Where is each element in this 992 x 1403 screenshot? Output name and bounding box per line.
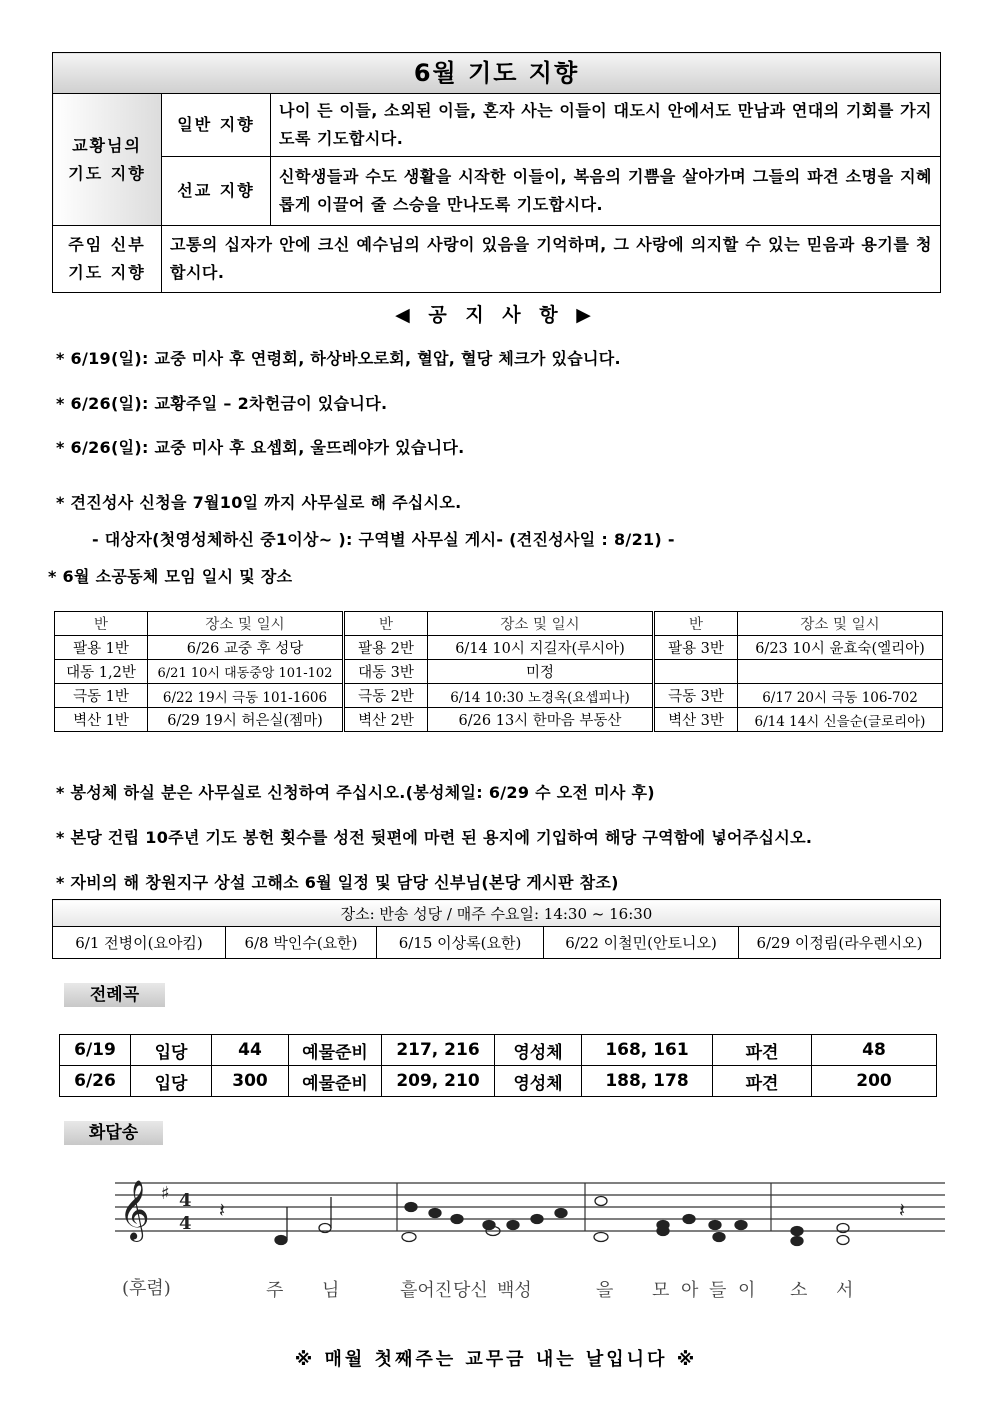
table-cell: 217, 216 (382, 1035, 495, 1066)
table-cell: 168, 161 (582, 1035, 713, 1066)
confession-schedule-table (52, 899, 941, 959)
liturgical-songs-tag: 전례곡 (64, 983, 165, 1007)
notice-item: * 6월 소공동체 모임 일시 및 장소 (48, 567, 293, 586)
table-cell: 6/14 10시 지길자(루시아) (428, 636, 654, 660)
svg-text:𝄽: 𝄽 (219, 1198, 226, 1222)
lyric-syllable: 백성 (497, 1280, 532, 1301)
table-cell: 48 (812, 1035, 937, 1066)
table-cell: 미정 (428, 660, 654, 684)
table-row (55, 684, 943, 708)
table-cell: 입당 (131, 1066, 212, 1097)
footer-note: ※ 매월 첫째주는 교무금 내는 날입니다 ※ (294, 1349, 698, 1370)
table-cell: 6/26 13시 한마음 부동산 (428, 708, 654, 732)
confession-header: 장소: 반송 성당 / 매주 수요일: 14:30 ~ 16:30 (53, 900, 941, 927)
table-cell: 300 (212, 1066, 289, 1097)
lyric-syllable: 주 (266, 1280, 284, 1301)
table-cell: 팔용 3반 (654, 636, 738, 660)
refrain-label: (후렴) (122, 1278, 171, 1299)
lyric-syllable: 이 (738, 1280, 756, 1301)
table-cell: 6/17 20시 극동 106-702 (738, 684, 943, 708)
notice-item: * 6/19(일): 교중 미사 후 연령회, 하상바오로회, 혈압, 혈당 체크가 있습니다. (56, 349, 621, 368)
table-cell: 벽산 3반 (654, 708, 738, 732)
small-community-table (54, 611, 943, 732)
svg-text:𝄞: 𝄞 (119, 1180, 150, 1240)
table-cell: 44 (212, 1035, 289, 1066)
table-cell: 예물준비 (289, 1035, 382, 1066)
table-cell: 극동 1반 (55, 684, 148, 708)
table-cell: 6/29 19시 허은실(젬마) (148, 708, 344, 732)
music-staff (115, 1165, 950, 1275)
table-cell: 벽산 2반 (344, 708, 428, 732)
notice-item: * 6/26(일): 교황주일 – 2차헌금이 있습니다. (56, 394, 388, 413)
mission-intention-text: 신학생들과 수도 생활을 시작한 이들이, 복음의 기쁨을 살아가며 그들의 파견 소명을 지혜롭게 이끌어 줄 스승을 만나도록 기도합시다. (271, 157, 941, 226)
table-header: 반 (654, 612, 738, 636)
pastor-intention-label: 주임 신부 기도 지향 (53, 226, 162, 293)
table-cell: 팔용 1반 (55, 636, 148, 660)
lyric-syllable: 님 (322, 1280, 340, 1301)
general-intention-label: 일반 지향 (162, 94, 271, 157)
lyric-syllable: 을 (596, 1280, 614, 1301)
table-cell: 대동 1,2반 (55, 660, 148, 684)
table-cell: 6/1 전병이(요아킴) (53, 927, 226, 959)
table-header: 장소 및 일시 (738, 612, 943, 636)
svg-text:4: 4 (179, 1190, 192, 1211)
table-cell: 209, 210 (382, 1066, 495, 1097)
table-cell: 6/21 10시 대동중앙 101-102 (148, 660, 344, 684)
table-header: 장소 및 일시 (428, 612, 654, 636)
pastor-intention-text: 고통의 십자가 안에 크신 예수님의 사랑이 있음을 기억하며, 그 사랑에 의지할 수 있는 믿음과 용기를 청합시다. (162, 226, 941, 293)
table-cell: 6/19 (60, 1035, 131, 1066)
table-cell: 파견 (713, 1066, 812, 1097)
general-intention-text: 나이 든 이들, 소외된 이들, 혼자 사는 이들이 대도시 안에서도 만남과 연대의 기회를 가지도록 기도합시다. (271, 94, 941, 157)
hymn-table (59, 1034, 937, 1097)
lyric-syllable: 모 (652, 1280, 670, 1301)
table-cell: 극동 2반 (344, 684, 428, 708)
table-cell: 벽산 1반 (55, 708, 148, 732)
svg-text:4: 4 (179, 1213, 192, 1234)
table-cell: 입당 (131, 1035, 212, 1066)
notice-item: * 봉성체 하실 분은 사무실로 신청하여 주십시오.(봉성체일: 6/29 수 오전 미사 후) (56, 783, 655, 802)
table-cell: 6/15 이상록(요한) (377, 927, 544, 959)
pope-intention-label: 교황님의 기도 지향 (53, 94, 162, 226)
responsorial-psalm-tag: 화답송 (64, 1121, 163, 1145)
lyric-syllable: 당신 (453, 1280, 488, 1301)
table-cell: 대동 3반 (344, 660, 428, 684)
table-cell: 6/22 19시 극동 101-1606 (148, 684, 344, 708)
table-row (55, 660, 943, 684)
table-cell: 188, 178 (582, 1066, 713, 1097)
table-row (60, 1066, 937, 1097)
svg-text:♯: ♯ (161, 1183, 170, 1204)
notice-item: * 6/26(일): 교중 미사 후 요셉회, 울뜨레야가 있습니다. (56, 438, 465, 457)
notice-item: * 자비의 해 창원지구 상설 고해소 6월 일정 및 담당 신부님(본당 게시판 참조) (56, 873, 619, 892)
notice-subitem: - 대상자(첫영성체하신 중1이상~ ): 구역별 사무실 게시- (견진성사일 : 8/21) - (92, 530, 675, 549)
mission-intention-label: 선교 지향 (162, 157, 271, 226)
notice-item: * 본당 건립 10주년 기도 봉헌 횟수를 성전 뒷편에 마련 된 용지에 기입하여 해당 구역함에 넣어주십시오. (56, 828, 813, 847)
lyric-syllable: 들 (709, 1280, 727, 1301)
lyric-syllable: 서 (836, 1280, 854, 1301)
svg-text:𝄽: 𝄽 (899, 1198, 906, 1222)
table-row (60, 1035, 937, 1066)
table-cell: 6/8 박인수(요한) (226, 927, 377, 959)
table-cell: 6/14 14시 신을순(글로리아) (738, 708, 943, 732)
table-cell: 6/14 10:30 노경옥(요셉피나) (428, 684, 654, 708)
table-cell: 6/29 이정림(라우렌시오) (739, 927, 941, 959)
table-header: 반 (344, 612, 428, 636)
table-header: 장소 및 일시 (148, 612, 344, 636)
prayer-title: 6월 기도 지향 (53, 53, 941, 94)
table-row (53, 927, 941, 959)
table-cell (654, 660, 738, 684)
table-header: 반 (55, 612, 148, 636)
table-cell: 6/23 10시 윤효숙(엘리아) (738, 636, 943, 660)
table-cell (738, 660, 943, 684)
table-cell: 200 (812, 1066, 937, 1097)
notice-heading: ◀ 공 지 사 항 ▶ (395, 304, 597, 326)
table-cell: 6/26 교중 후 성당 (148, 636, 344, 660)
table-cell: 영성체 (495, 1035, 582, 1066)
table-cell: 팔용 2반 (344, 636, 428, 660)
table-cell: 6/26 (60, 1066, 131, 1097)
notice-item: * 견진성사 신청을 7월10일 까지 사무실로 해 주십시오. (56, 493, 462, 512)
lyric-syllable: 아 (681, 1280, 699, 1301)
table-row (55, 708, 943, 732)
lyric-syllable: 흩어진 (400, 1280, 453, 1301)
table-cell: 영성체 (495, 1066, 582, 1097)
prayer-intention-table (52, 52, 941, 293)
table-cell: 극동 3반 (654, 684, 738, 708)
table-cell: 파견 (713, 1035, 812, 1066)
table-cell: 예물준비 (289, 1066, 382, 1097)
table-cell: 6/22 이철민(안토니오) (544, 927, 739, 959)
table-row (55, 636, 943, 660)
lyric-syllable: 소 (790, 1280, 808, 1301)
